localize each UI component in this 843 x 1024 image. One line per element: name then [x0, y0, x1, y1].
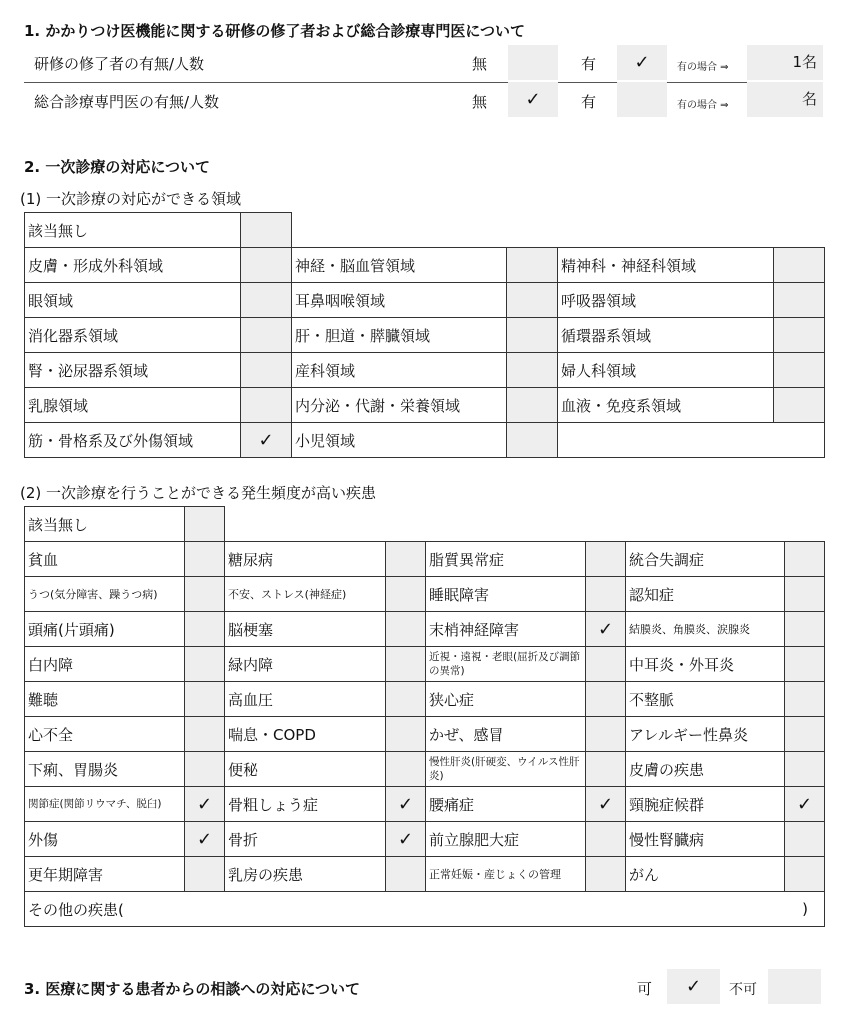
- disease-checkbox[interactable]: [185, 682, 225, 717]
- disease-checkbox[interactable]: [586, 822, 626, 857]
- disease-checkbox[interactable]: [586, 752, 626, 787]
- table-row: [25, 647, 825, 682]
- training-count-field[interactable]: 1名: [747, 45, 823, 80]
- section2-title: 2. 一次診療の対応について: [24, 158, 211, 176]
- area-label: 血液・免疫系領域: [558, 388, 774, 423]
- table-row: [25, 423, 825, 458]
- area-label: 腎・泌尿器系領域: [25, 353, 241, 388]
- disease-label: 貧血: [25, 542, 185, 577]
- disease-checkbox[interactable]: [586, 542, 626, 577]
- area-checkbox[interactable]: [241, 318, 292, 353]
- table-row: [25, 213, 825, 248]
- table-row: [25, 682, 825, 717]
- area-label: 呼吸器領域: [558, 283, 774, 318]
- disease-checkbox[interactable]: [785, 822, 825, 857]
- disease-label: 難聴: [25, 682, 185, 717]
- disease-checkbox[interactable]: [785, 857, 825, 892]
- table-row: [25, 612, 825, 647]
- disease-label: 白内障: [25, 647, 185, 682]
- disease-label: 緑内障: [225, 647, 386, 682]
- disease-label: 乳房の疾患: [225, 857, 386, 892]
- area-label: 婦人科領域: [558, 353, 774, 388]
- disease-checkbox[interactable]: [185, 577, 225, 612]
- section1-divider: [24, 82, 823, 83]
- disease-checkbox[interactable]: [386, 682, 426, 717]
- disease-label: 正常妊娠・産じょくの管理: [426, 857, 586, 892]
- table-row: [25, 353, 825, 388]
- area-label: 乳腺領域: [25, 388, 241, 423]
- area-label: 精神科・神経科領域: [558, 248, 774, 283]
- disease-checkbox[interactable]: [785, 577, 825, 612]
- area-checkbox[interactable]: [241, 388, 292, 423]
- consult-impossible-checkbox[interactable]: [768, 969, 821, 1004]
- disease-checkbox[interactable]: [386, 542, 426, 577]
- table-row: [25, 857, 825, 892]
- disease-checkbox[interactable]: [785, 542, 825, 577]
- disease-none-checkbox[interactable]: [185, 507, 225, 542]
- disease-label: 統合失調症: [626, 542, 785, 577]
- disease-label: がん: [626, 857, 785, 892]
- disease-label: 喘息・COPD: [225, 717, 386, 752]
- disease-label: 骨粗しょう症: [225, 787, 386, 822]
- disease-checkbox[interactable]: [785, 752, 825, 787]
- area-label: 小児領域: [292, 423, 507, 458]
- area-label: 循環器系領域: [558, 318, 774, 353]
- disease-label: アレルギー性鼻炎: [626, 717, 785, 752]
- area-checkbox[interactable]: [774, 283, 825, 318]
- disease-label: 末梢神経障害: [426, 612, 586, 647]
- area-checkbox[interactable]: [774, 353, 825, 388]
- disease-checkbox[interactable]: ✓: [185, 822, 225, 857]
- area-checkbox[interactable]: [241, 353, 292, 388]
- disease-checkbox[interactable]: [386, 647, 426, 682]
- table-row: [25, 283, 825, 318]
- area-checkbox[interactable]: [507, 248, 558, 283]
- primary-care-areas-table: [24, 212, 825, 458]
- disease-checkbox[interactable]: [586, 577, 626, 612]
- disease-checkbox[interactable]: ✓: [185, 787, 225, 822]
- section3-title: 3. 医療に関する患者からの相談への対応について: [24, 980, 361, 998]
- disease-label: 便秘: [225, 752, 386, 787]
- disease-label: 腰痛症: [426, 787, 586, 822]
- disease-label: 心不全: [25, 717, 185, 752]
- table-row: [25, 248, 825, 283]
- disease-checkbox[interactable]: [785, 647, 825, 682]
- table-row: [25, 822, 825, 857]
- specialist-yes-checkbox[interactable]: [617, 82, 667, 117]
- table-row: [25, 507, 825, 542]
- other-disease-close-paren: ): [802, 900, 809, 918]
- subsection2-title: (2) 一次診療を行うことができる発生頻度が高い疾患: [20, 484, 377, 502]
- area-checkbox[interactable]: [241, 283, 292, 318]
- disease-checkbox[interactable]: [785, 682, 825, 717]
- specialist-if-yes-note: 有の場合 ⇒: [677, 100, 729, 111]
- training-yes-label: 有: [581, 55, 597, 73]
- disease-checkbox[interactable]: [386, 612, 426, 647]
- area-label: 消化器系領域: [25, 318, 241, 353]
- table-row: [25, 542, 825, 577]
- consult-possible-label: 可: [637, 980, 653, 998]
- disease-checkbox[interactable]: ✓: [785, 787, 825, 822]
- subsection1-title: (1) 一次診療の対応ができる領域: [20, 190, 242, 208]
- disease-label: 外傷: [25, 822, 185, 857]
- disease-checkbox[interactable]: [185, 647, 225, 682]
- disease-checkbox[interactable]: ✓: [586, 612, 626, 647]
- disease-label: 更年期障害: [25, 857, 185, 892]
- disease-checkbox[interactable]: [185, 752, 225, 787]
- disease-label: 不整脈: [626, 682, 785, 717]
- disease-label: 脳梗塞: [225, 612, 386, 647]
- disease-label: 糖尿病: [225, 542, 386, 577]
- area-none-label: 該当無し: [25, 213, 241, 248]
- disease-checkbox[interactable]: [386, 577, 426, 612]
- disease-checkbox[interactable]: [586, 647, 626, 682]
- area-checkbox[interactable]: ✓: [241, 423, 292, 458]
- disease-label: 頭痛(片頭痛): [25, 612, 185, 647]
- disease-label: 慢性腎臓病: [626, 822, 785, 857]
- specialist-no-checkbox[interactable]: ✓: [508, 82, 558, 117]
- specialist-label: 総合診療専門医の有無/人数: [34, 93, 220, 111]
- disease-checkbox[interactable]: [185, 612, 225, 647]
- area-checkbox[interactable]: [774, 318, 825, 353]
- table-row: [25, 388, 825, 423]
- disease-checkbox[interactable]: [386, 857, 426, 892]
- disease-checkbox[interactable]: [386, 752, 426, 787]
- common-diseases-table: [24, 506, 825, 927]
- training-no-label: 無: [472, 55, 488, 73]
- consult-possible-checkbox[interactable]: ✓: [667, 969, 720, 1004]
- disease-checkbox[interactable]: [185, 857, 225, 892]
- specialist-no-label: 無: [472, 93, 488, 111]
- area-label: 筋・骨格系及び外傷領域: [25, 423, 241, 458]
- area-label: 皮膚・形成外科領域: [25, 248, 241, 283]
- consult-impossible-label: 不可: [729, 982, 757, 998]
- area-label: 耳鼻咽喉領域: [292, 283, 507, 318]
- disease-label: 頸腕症候群: [626, 787, 785, 822]
- table-row: [25, 318, 825, 353]
- disease-checkbox[interactable]: [586, 717, 626, 752]
- table-row: [25, 577, 825, 612]
- training-no-checkbox[interactable]: [508, 45, 558, 80]
- disease-checkbox[interactable]: [785, 717, 825, 752]
- area-checkbox[interactable]: [507, 353, 558, 388]
- disease-label: 脂質異常症: [426, 542, 586, 577]
- training-completion-label: 研修の修了者の有無/人数: [34, 55, 205, 73]
- area-label: 肝・胆道・膵臓領域: [292, 318, 507, 353]
- disease-none-label: 該当無し: [25, 507, 185, 542]
- table-row: [25, 717, 825, 752]
- disease-checkbox[interactable]: ✓: [386, 822, 426, 857]
- area-label: 内分泌・代謝・栄養領域: [292, 388, 507, 423]
- area-checkbox[interactable]: [507, 318, 558, 353]
- disease-checkbox[interactable]: [785, 612, 825, 647]
- area-label: 産科領域: [292, 353, 507, 388]
- disease-checkbox[interactable]: [185, 542, 225, 577]
- disease-checkbox[interactable]: [185, 717, 225, 752]
- disease-checkbox[interactable]: [386, 717, 426, 752]
- disease-checkbox[interactable]: ✓: [386, 787, 426, 822]
- disease-checkbox[interactable]: ✓: [586, 787, 626, 822]
- disease-checkbox[interactable]: [586, 682, 626, 717]
- table-row: [25, 787, 825, 822]
- training-yes-checkbox[interactable]: ✓: [617, 45, 667, 80]
- disease-label: 認知症: [626, 577, 785, 612]
- area-label: 神経・脳血管領域: [292, 248, 507, 283]
- disease-label: 近視・遠視・老眼(屈折及び調節の異常): [426, 647, 586, 682]
- disease-label: 結膜炎、角膜炎、涙腺炎: [626, 612, 785, 647]
- disease-label: かぜ、感冒: [426, 717, 586, 752]
- disease-label: 下痢、胃腸炎: [25, 752, 185, 787]
- specialist-yes-label: 有: [581, 93, 597, 111]
- disease-label: 皮膚の疾患: [626, 752, 785, 787]
- disease-label: 前立腺肥大症: [426, 822, 586, 857]
- table-row: [25, 752, 825, 787]
- disease-label: 狭心症: [426, 682, 586, 717]
- disease-label: 睡眠障害: [426, 577, 586, 612]
- other-disease-field[interactable]: [25, 892, 825, 927]
- disease-label: うつ(気分障害、躁うつ病): [25, 577, 185, 612]
- area-blank-cell: [558, 423, 825, 458]
- area-checkbox[interactable]: [507, 283, 558, 318]
- table-row: [25, 892, 825, 927]
- disease-label: 中耳炎・外耳炎: [626, 647, 785, 682]
- area-checkbox[interactable]: [774, 388, 825, 423]
- disease-label: 不安、ストレス(神経症): [225, 577, 386, 612]
- area-none-checkbox[interactable]: [241, 213, 292, 248]
- area-label: 眼領域: [25, 283, 241, 318]
- disease-checkbox[interactable]: [586, 857, 626, 892]
- disease-label: 骨折: [225, 822, 386, 857]
- disease-label: 高血圧: [225, 682, 386, 717]
- training-if-yes-note: 有の場合 ⇒: [677, 62, 729, 73]
- disease-label: 関節症(関節リウマチ、脱臼): [25, 787, 185, 822]
- area-checkbox[interactable]: [241, 248, 292, 283]
- section1-title: 1. かかりつけ医機能に関する研修の修了者および総合診療専門医について: [24, 22, 526, 40]
- area-checkbox[interactable]: [507, 423, 558, 458]
- specialist-count-field[interactable]: 名: [747, 82, 823, 117]
- other-disease-label: その他の疾患(: [28, 900, 124, 919]
- disease-label: 慢性肝炎(肝硬変、ウイルス性肝炎): [426, 752, 586, 787]
- area-checkbox[interactable]: [507, 388, 558, 423]
- area-checkbox[interactable]: [774, 248, 825, 283]
